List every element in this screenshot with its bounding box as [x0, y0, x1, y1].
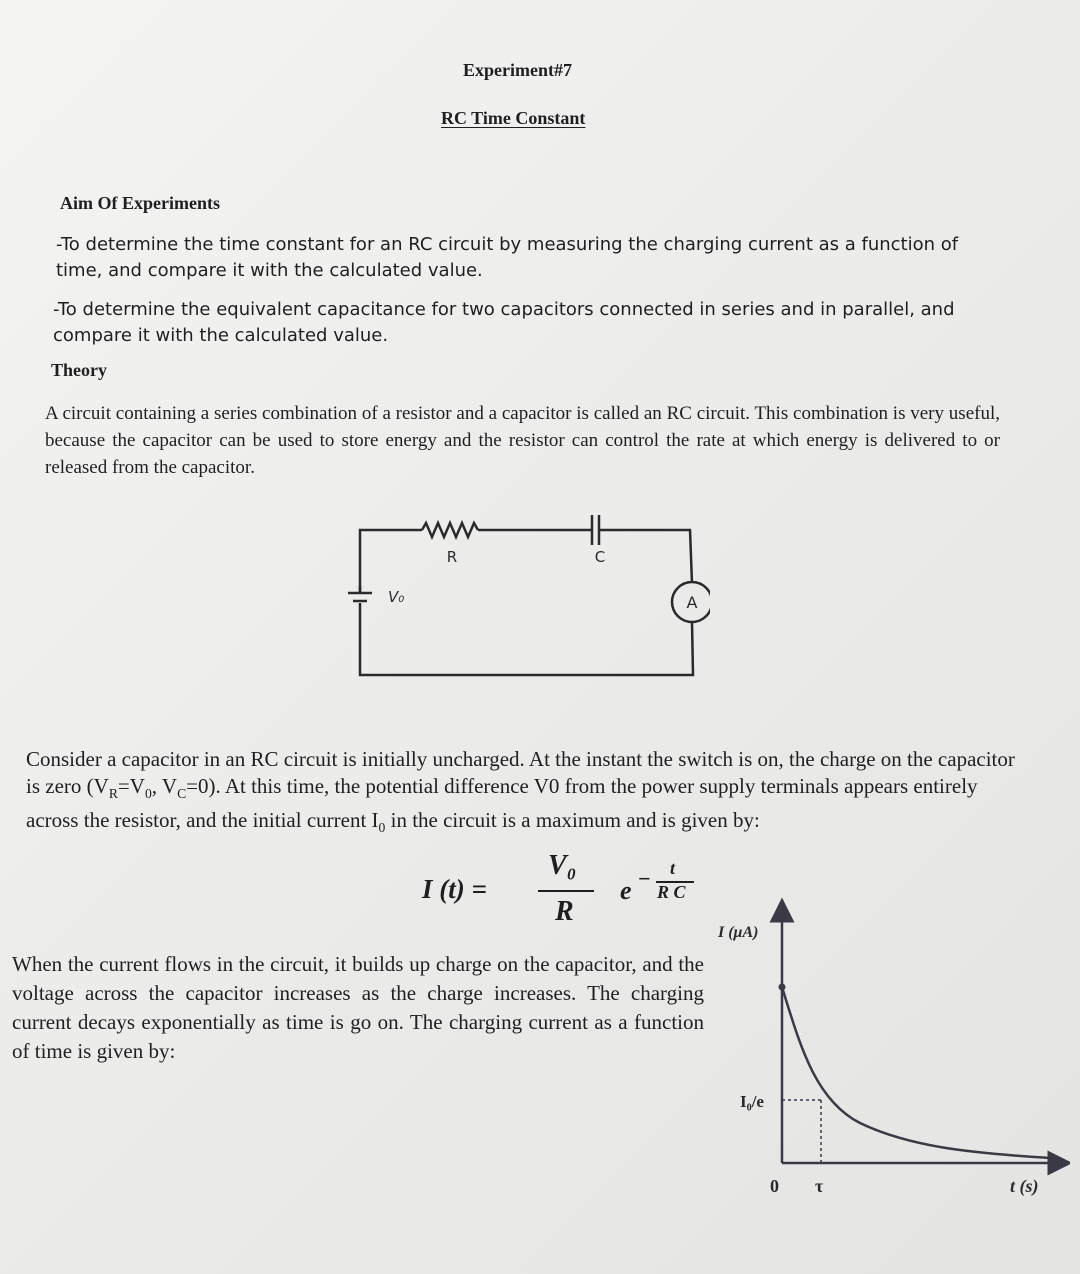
zero-label: 0 [770, 1176, 779, 1196]
equation-exp-sign: − [638, 866, 651, 891]
resistor-label: R [446, 548, 458, 566]
current-equation [420, 850, 720, 930]
resistor-symbol [422, 523, 478, 537]
equation-lhs: I (t) = [422, 874, 487, 904]
theory-heading: Theory [51, 360, 107, 380]
experiment-number: Experiment#7 [463, 60, 572, 80]
battery-symbol [348, 593, 372, 601]
source-label: V₀ [388, 588, 405, 606]
capacitor-symbol [592, 515, 599, 545]
equation-exp-numerator: t [670, 858, 676, 878]
aim-item-2: -To determine the equivalent capacitance for two capacitors connected in series and in parallel, and compare it with the calculated value. [53, 299, 955, 346]
capacitor-label: C [594, 548, 606, 566]
tau-label: τ [815, 1176, 824, 1196]
consider-paragraph: Consider a capacitor in an RC circuit is initially uncharged. At the instant the switch is on, the charge on the capacitor is zero ($V_R=V_0$, $V_C=0$). At this time, the potential difference V0 from the power supply terminals appears entirely across the resistor, and the initial current $I_0$ in the circuit is a maximum and is given by: [26, 747, 1015, 836]
theory-paragraph: A circuit containing a series combination of a resistor and a capacitor is called an RC circuit. This combination is very useful, because the capacitor can be used to store energy and the resistor can control the rate at which energy is delivered to or released from the capacitor. [45, 403, 1000, 478]
fraction-bar [538, 890, 594, 892]
initial-point [779, 984, 786, 991]
equation-numerator: V₀ [548, 850, 577, 881]
equation-exp-denominator: R C [657, 882, 686, 902]
aim-item-1: -To determine the time constant for an RC circuit by measuring the charging current as a function of time, and compare it with the calculated value. [56, 234, 959, 281]
decay-curve [782, 987, 1050, 1158]
equation-denominator: R [555, 896, 574, 927]
rc-circuit-diagram [340, 505, 710, 690]
y-axis-label: I (μA) [718, 924, 759, 941]
ammeter-label: A [686, 593, 698, 612]
x-axis-label: t (s) [1010, 1176, 1039, 1196]
aim-heading: Aim Of Experiments [60, 193, 220, 213]
page-title: RC Time Constant [441, 108, 586, 128]
equation-exp-base: e [620, 876, 632, 905]
current-decay-graph [700, 895, 1070, 1215]
io-e-label: I₀/e [740, 1092, 764, 1111]
when-paragraph: When the current flows in the circuit, it builds up charge on the capacitor, and the voltage across the capacitor increases as the charge increases. The charging current decays exponentially as time is go on. The charging current as a function of time is given by: [12, 952, 704, 1063]
